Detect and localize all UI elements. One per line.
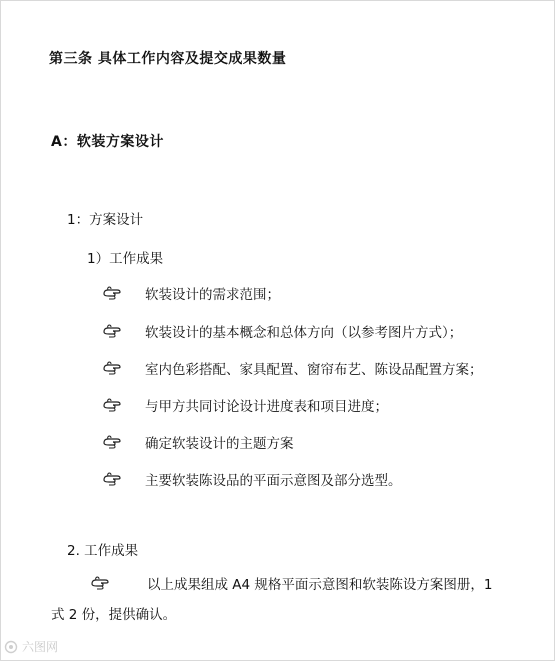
item-2-heading: 2. 工作成果 [67, 543, 139, 559]
pointing-hand-icon [103, 324, 125, 338]
pointing-hand-icon [103, 398, 125, 412]
bullet-label: 软装设计的基本概念和总体方向（以参考图片方式）； [145, 325, 463, 341]
final-paragraph-text-1: 以上成果组成 A4 规格平面示意图和软装陈设方案图册，1 [147, 577, 493, 593]
article-heading: 第三条 具体工作内容及提交成果数量 [49, 51, 287, 67]
bullet-item [103, 283, 280, 303]
bullet-item [103, 321, 462, 341]
pointing-hand-icon [103, 472, 125, 486]
final-paragraph-line-1 [91, 573, 493, 593]
pointing-hand-icon [103, 435, 125, 449]
bullet-label: 软装设计的需求范围； [145, 287, 280, 303]
watermark [4, 638, 58, 655]
bullet-item [103, 395, 388, 415]
bullet-item [103, 432, 294, 452]
section-heading: A：软装方案设计 [51, 134, 164, 150]
bullet-label: 与甲方共同讨论设计进度表和项目进度； [145, 399, 388, 415]
bullet-label: 室内色彩搭配、家具配置、窗帘布艺、陈设品配置方案； [145, 362, 483, 378]
watermark-text: 六图网 [22, 640, 59, 654]
pointing-hand-icon [91, 576, 113, 590]
subitem-1-heading: 1）工作成果 [87, 251, 164, 267]
bullet-label: 主要软装陈设品的平面示意图及部分选型。 [145, 473, 402, 489]
final-paragraph-line-2: 式 2 份，提供确认。 [51, 607, 177, 623]
pointing-hand-icon [103, 361, 125, 375]
item-1-heading: 1：方案设计 [67, 212, 144, 228]
bullet-item [103, 469, 402, 489]
logo-icon [4, 640, 18, 654]
bullet-item [103, 358, 483, 378]
pointing-hand-icon [103, 286, 125, 300]
bullet-label: 确定软装设计的主题方案 [145, 436, 294, 452]
